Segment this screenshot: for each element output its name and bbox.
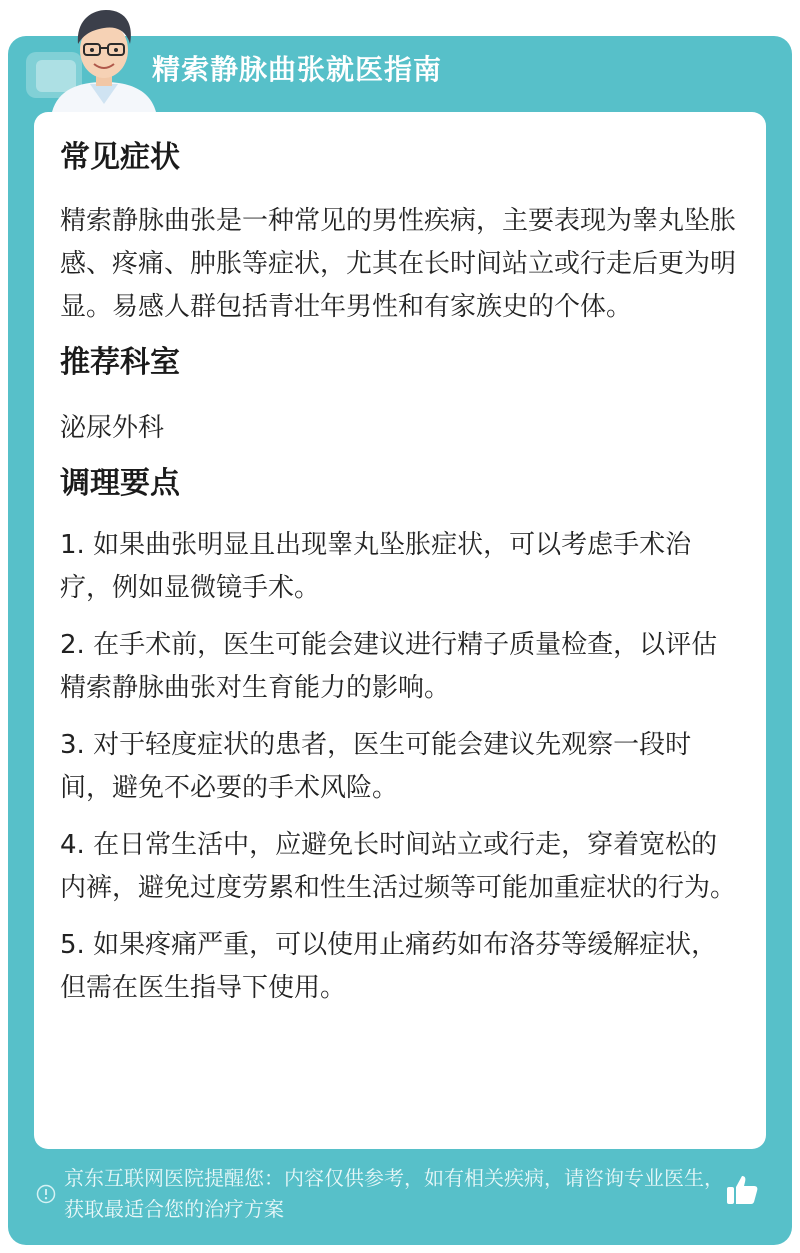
care-item: 1. 如果曲张明显且出现睾丸坠胀症状，可以考虑手术治疗，例如显微镜手术。: [60, 530, 692, 603]
department-text: 泌尿外科: [60, 413, 165, 443]
guide-content: [60, 112, 740, 1010]
department-heading: 推荐科室: [60, 345, 180, 380]
care-item: 2. 在手术前，医生可能会建议进行精子质量检查，以评估精索静脉曲张对生育能力的影响。: [60, 630, 718, 703]
info-icon: [36, 1184, 56, 1204]
doctor-avatar-icon: [44, 0, 164, 112]
page-title: 精索静脉曲张就医指南: [152, 53, 443, 86]
symptoms-text: 精索静脉曲张是一种常见的男性疾病，主要表现为睾丸坠胀感、疼痛、肿胀等症状，尤其在长时间站立或行走后更为明显。易感人群包括青壮年男性和有家族史的个体。: [60, 206, 737, 322]
care-item: 4. 在日常生活中，应避免长时间站立或行走，穿着宽松的内裤，避免过度劳累和性生活过频等可能加重症状的行为。: [60, 830, 737, 903]
thumbs-up-icon[interactable]: [724, 1172, 760, 1208]
symptoms-heading: 常见症状: [60, 140, 180, 175]
care-item: 3. 对于轻度症状的患者，医生可能会建议先观察一段时间，避免不必要的手术风险。: [60, 730, 692, 803]
care-heading: 调理要点: [60, 466, 180, 501]
care-item: 5. 如果疼痛严重，可以使用止痛药如布洛芬等缓解症状，但需在医生指导下使用。: [60, 930, 718, 1003]
footer-disclaimer: 京东互联网医院提醒您：内容仅供参考，如有相关疾病，请咨询专业医生，获取最适合您的治疗方案: [64, 1166, 724, 1221]
